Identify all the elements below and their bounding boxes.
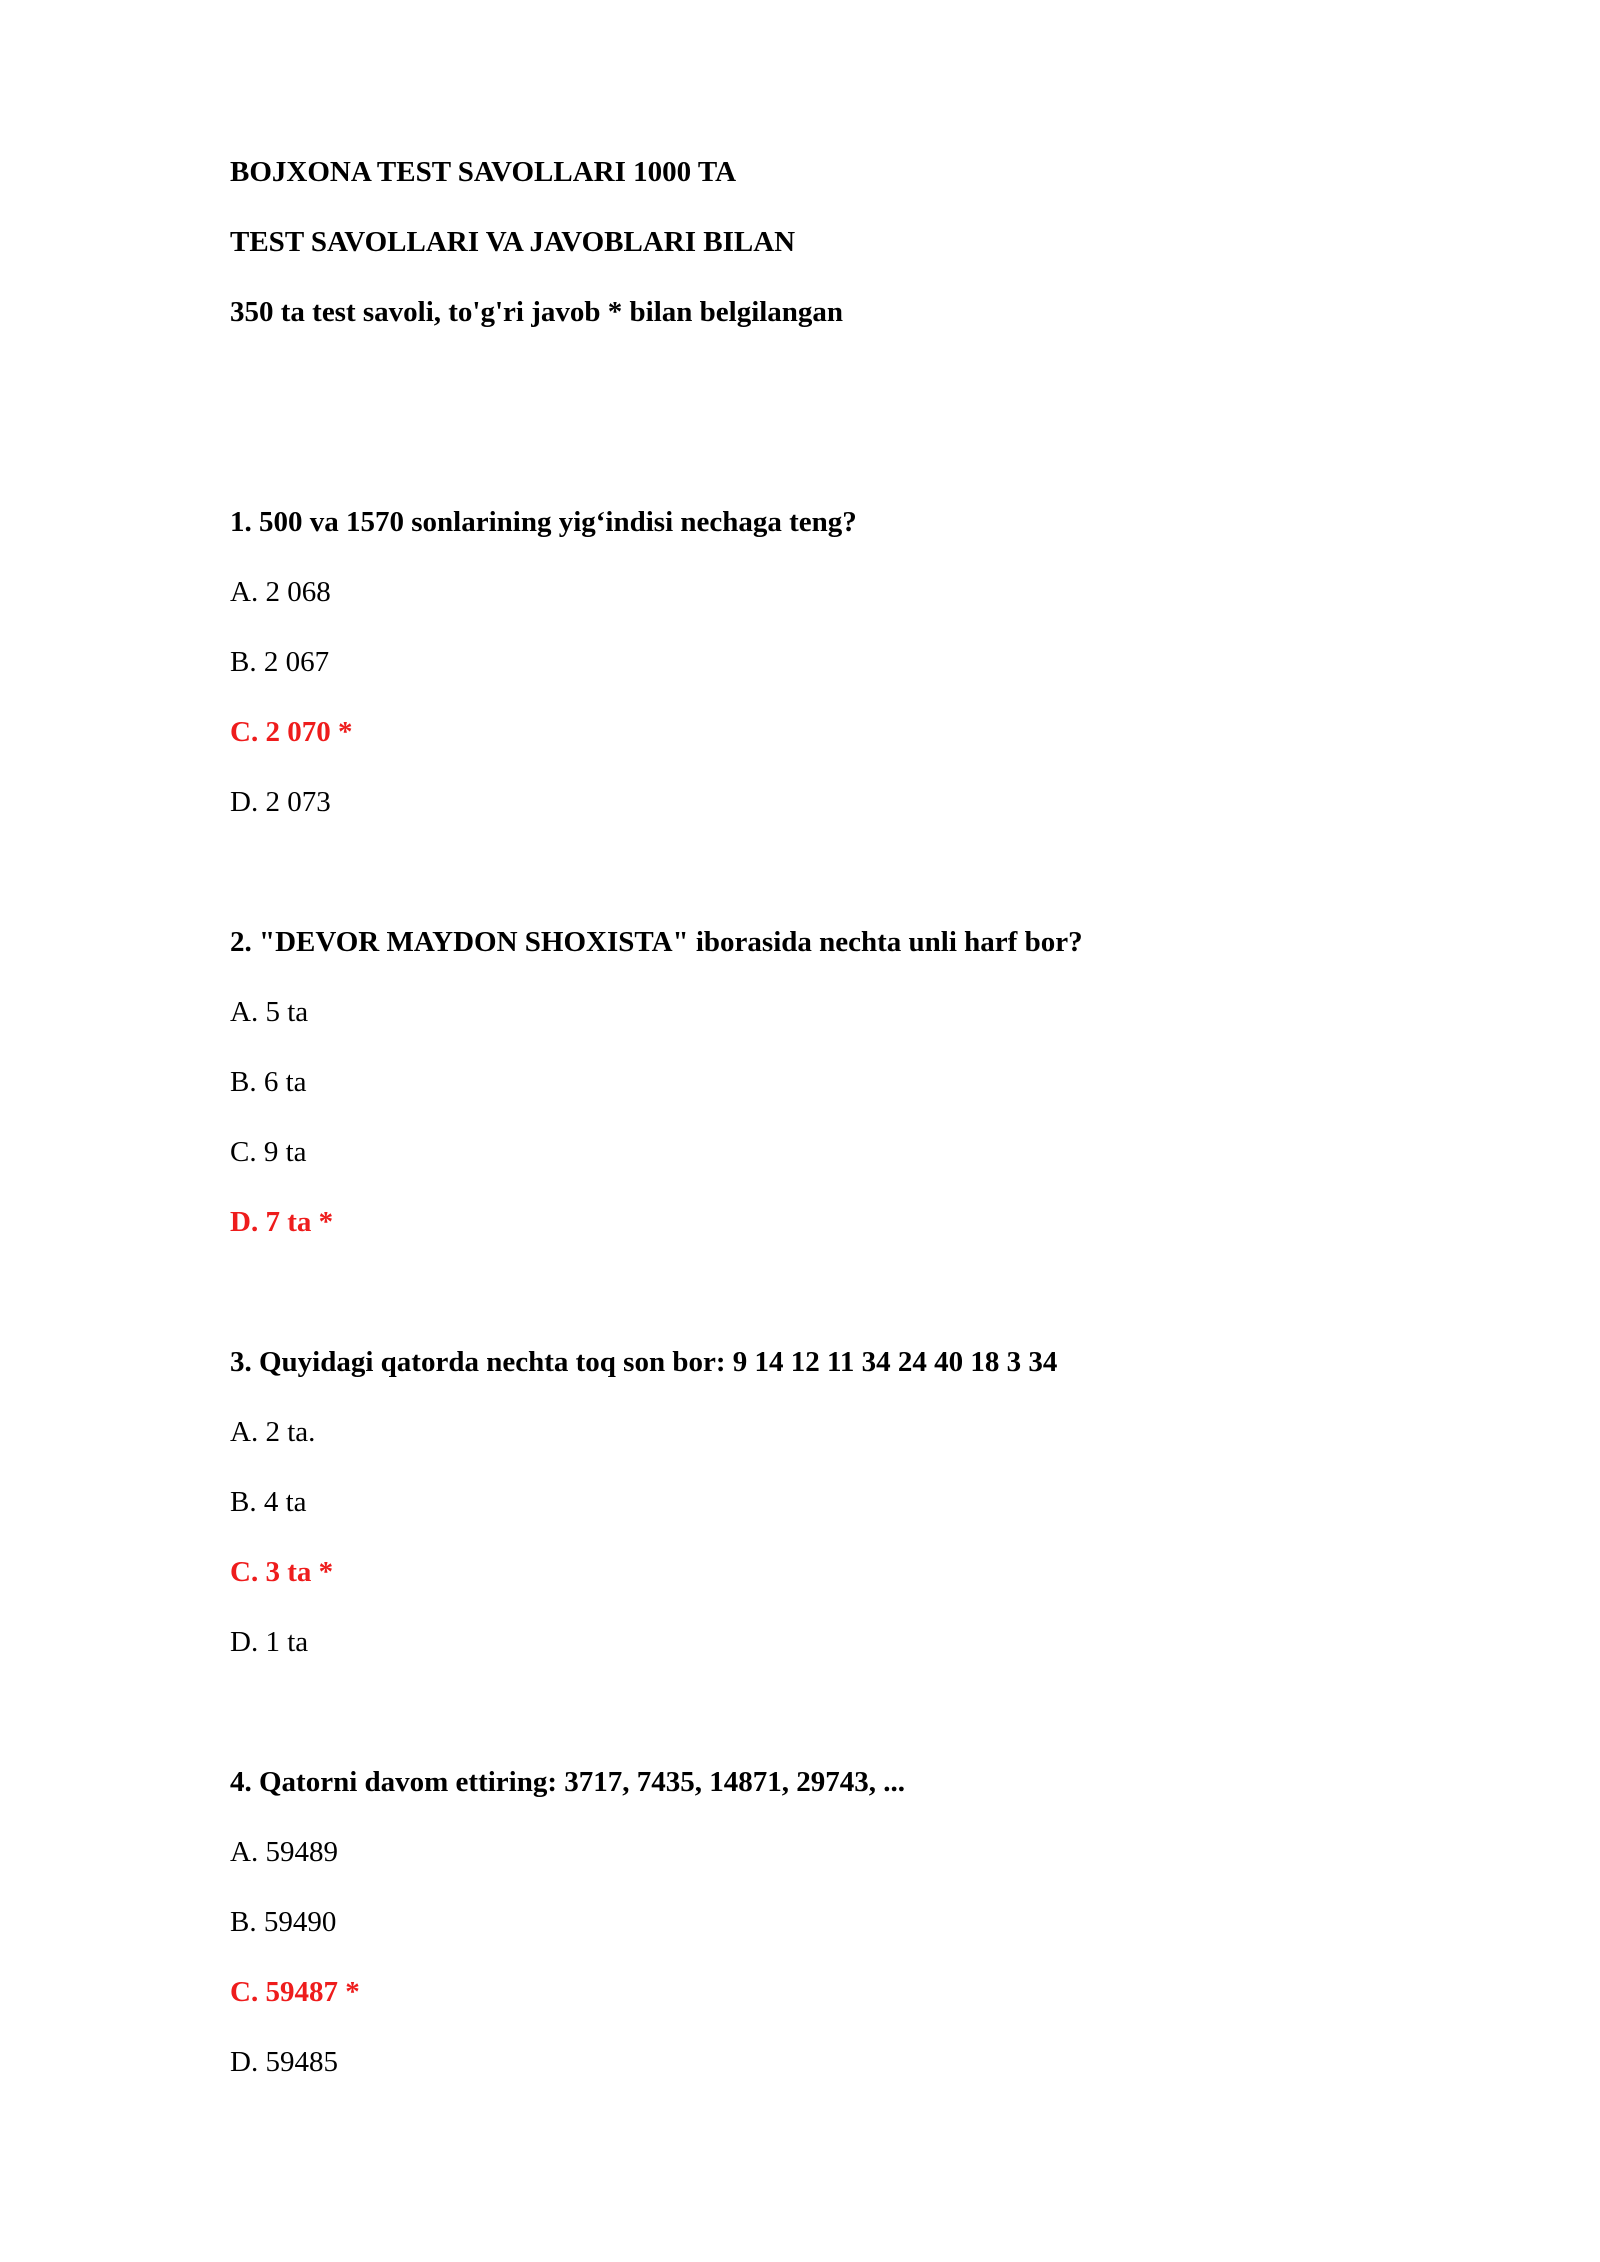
answer-option-d-correct: D. 7 ta * [230, 1206, 334, 1238]
document-title: BOJXONA TEST SAVOLLARI 1000 TA [230, 156, 737, 188]
answer-option-b: B. 2 067 [230, 646, 330, 678]
answer-option-c-correct: C. 3 ta * [230, 1556, 334, 1588]
answer-option-c-correct: C. 59487 * [230, 1976, 360, 2008]
answer-option-c-correct: C. 2 070 * [230, 716, 353, 748]
question-text: 4. Qatorni davom ettiring: 3717, 7435, 14871, 29743, ... [230, 1766, 906, 1798]
answer-option-a: A. 5 ta [230, 996, 309, 1028]
answer-option-a: A. 2 ta. [230, 1416, 316, 1448]
document-subtitle: TEST SAVOLLARI VA JAVOBLARI BILAN [230, 226, 796, 258]
answer-option-b: B. 4 ta [230, 1486, 307, 1518]
question-text: 2. "DEVOR MAYDON SHOXISTA" iborasida nechta unli harf bor? [230, 926, 1083, 958]
answer-option-d: D. 1 ta [230, 1626, 309, 1658]
document-note: 350 ta test savoli, to'g'ri javob * bilan belgilangan [230, 296, 844, 328]
answer-option-b: B. 59490 [230, 1906, 337, 1938]
answer-option-b: B. 6 ta [230, 1066, 307, 1098]
answer-option-a: A. 2 068 [230, 576, 331, 608]
answer-option-d: D. 59485 [230, 2046, 338, 2078]
document-page [230, 0, 1530, 2262]
answer-option-d: D. 2 073 [230, 786, 331, 818]
answer-option-a: A. 59489 [230, 1836, 338, 1868]
question-text: 3. Quyidagi qatorda nechta toq son bor: 9 14 12 11 34 24 40 18 3 34 [230, 1346, 1058, 1378]
answer-option-c: C. 9 ta [230, 1136, 307, 1168]
question-text: 1. 500 va 1570 sonlarining yig‘indisi nechaga teng? [230, 506, 857, 538]
